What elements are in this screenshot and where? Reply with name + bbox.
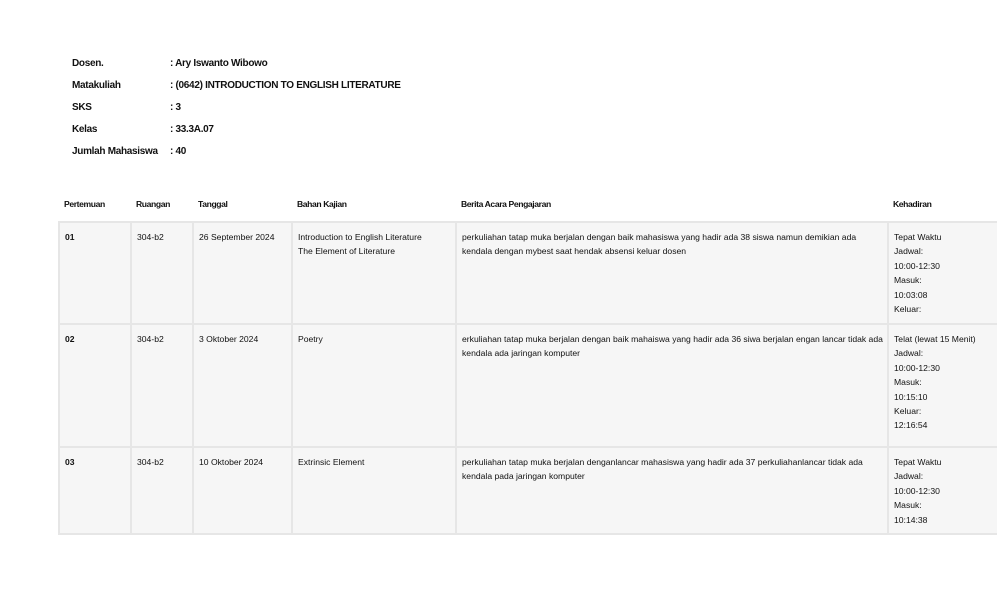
info-label: Kelas — [72, 124, 98, 135]
cell-ruangan: 304-b2 — [131, 324, 193, 447]
cell-kehadiran — [888, 447, 997, 534]
cell-kehadiran — [888, 222, 997, 324]
cell-berita-acara: perkuliahan tatap muka berjalan denganlancar mahasiswa yang hadir ada 37 perkuliahanlancar tidak ada kendala pada jaringan komputer — [456, 447, 888, 534]
cell-pertemuan: 02 — [59, 324, 131, 447]
header-bahan-kajian: Bahan Kajian — [292, 187, 456, 222]
cell-pertemuan: 03 — [59, 447, 131, 534]
kehadiran-line: Masuk: — [894, 275, 922, 286]
info-label: SKS — [72, 102, 92, 113]
kehadiran-line: Keluar: — [894, 304, 922, 315]
table-row — [59, 222, 997, 324]
kehadiran-line: 10:00-12:30 — [894, 362, 940, 373]
info-row-sks — [72, 100, 401, 122]
cell-tanggal: 10 Oktober 2024 — [193, 447, 292, 534]
info-label: Jumlah Mahasiswa — [72, 146, 158, 157]
kehadiran-line: 10:15:10 — [894, 391, 928, 402]
cell-tanggal: 3 Oktober 2024 — [193, 324, 292, 447]
cell-pertemuan: 01 — [59, 222, 131, 324]
header-tanggal: Tanggal — [193, 187, 292, 222]
bahan-line: Poetry — [298, 334, 323, 344]
info-row-kelas — [72, 122, 401, 144]
kehadiran-line: Masuk: — [894, 500, 922, 511]
header-pertemuan: Pertemuan — [59, 187, 131, 222]
header-berita-acara: Berita Acara Pengajaran — [456, 187, 888, 222]
info-value: : Ary Iswanto Wibowo — [170, 58, 268, 69]
cell-ruangan: 304-b2 — [131, 447, 193, 534]
table-row — [59, 324, 997, 447]
kehadiran-line: Jadwal: — [894, 471, 924, 482]
course-info — [72, 56, 401, 166]
cell-kehadiran — [888, 324, 997, 447]
attendance-table — [58, 187, 997, 535]
kehadiran-line: 10:00-12:30 — [894, 260, 940, 271]
kehadiran-line: 12:16:54 — [894, 420, 928, 431]
kehadiran-line: 10:14:38 — [894, 514, 928, 525]
info-value: : 3 — [170, 102, 181, 113]
kehadiran-line: Jadwal: — [894, 246, 924, 257]
cell-ruangan: 304-b2 — [131, 222, 193, 324]
bahan-line: The Element of Literature — [298, 246, 395, 257]
kehadiran-line: Telat (lewat 15 Menit) — [894, 334, 976, 344]
cell-bahan-kajian — [292, 324, 456, 447]
bahan-line: Introduction to English Literature — [298, 232, 422, 242]
info-label: Matakuliah — [72, 80, 121, 91]
info-row-jumlah-mahasiswa — [72, 144, 401, 166]
kehadiran-line: Masuk: — [894, 377, 922, 388]
kehadiran-line: Tepat Waktu — [894, 232, 942, 242]
info-value: : 33.3A.07 — [170, 124, 214, 135]
table-header-row — [59, 187, 997, 222]
header-ruangan: Ruangan — [131, 187, 193, 222]
info-row-dosen — [72, 56, 401, 78]
bahan-line: Extrinsic Element — [298, 457, 365, 467]
kehadiran-line: Keluar: — [894, 406, 922, 417]
kehadiran-line: 10:03:08 — [894, 289, 928, 300]
info-row-matakuliah — [72, 78, 401, 100]
cell-tanggal: 26 September 2024 — [193, 222, 292, 324]
header-kehadiran: Kehadiran — [888, 187, 997, 222]
cell-bahan-kajian — [292, 222, 456, 324]
kehadiran-line: 10:00-12:30 — [894, 485, 940, 496]
table-row — [59, 447, 997, 534]
cell-berita-acara: perkuliahan tatap muka berjalan dengan baik mahasiswa yang hadir ada 38 siswa namun demikian ada kendala dengan mybest saat hendak absensi keluar dosen — [456, 222, 888, 324]
kehadiran-line: Jadwal: — [894, 348, 924, 359]
info-label: Dosen. — [72, 58, 104, 69]
cell-bahan-kajian — [292, 447, 456, 534]
kehadiran-line: Tepat Waktu — [894, 457, 942, 467]
info-value: : (0642) INTRODUCTION TO ENGLISH LITERATURE — [170, 80, 401, 91]
info-value: : 40 — [170, 146, 187, 157]
cell-berita-acara: erkuliahan tatap muka berjalan dengan baik mahaiswa yang hadir ada 36 siwa berjalan engan lancar tidak ada kendala ada jaringan komputer — [456, 324, 888, 447]
